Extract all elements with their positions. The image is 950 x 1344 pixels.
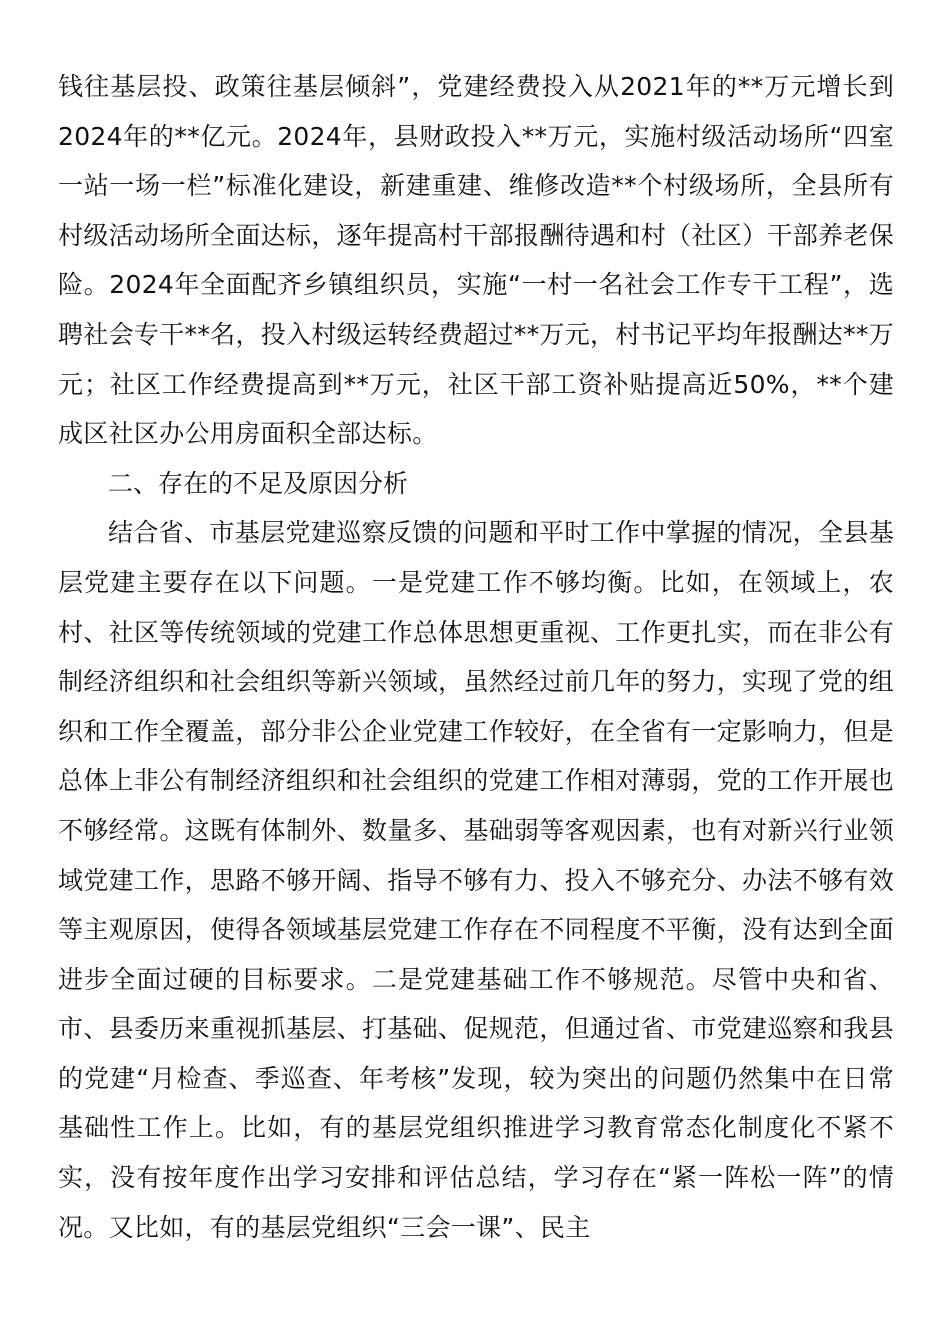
- section-heading-shortcomings: 二、存在的不足及原因分析: [108, 468, 409, 498]
- document-page: [58, 62, 894, 1252]
- paragraph-funding-investment: 钱往基层投、政策往基层倾斜”，党建经费投入从2021年的**万元增长到2024年的**亿元。2024年，县财政投入**万元，实施村级活动场所“四室一站一场一栏”标准化建设，新建重建、维修改造**个村级场所，全县所有村级活动场所全面达标，逐年提高村干部报酬待遇和村（社区）干部养老保险。2024年全面配齐乡镇组织员，实施“一村一名社会工作专干工程”，选聘社会专干**名，投入村级运转经费超过**万元，村书记平均年报酬达**万元；社区工作经费提高到**万元，社区干部工资补贴提高近50%，**个建成区社区办公用房面积全部达标。: [58, 72, 894, 449]
- paragraph-problems-analysis: 结合省、市基层党建巡察反馈的问题和平时工作中掌握的情况，全县基层党建主要存在以下问题。一是党建工作不够均衡。比如，在领域上，农村、社区等传统领域的党建工作总体思想更重视、工作更扎实，而在非公有制经济组织和社会组织等新兴领域，虽然经过前几年的努力，实现了党的组织和工作全覆盖，部分非公企业党建工作较好，在全省有一定影响力，但是总体上非公有制经济组织和社会组织的党建工作相对薄弱，党的工作开展也不够经常。这既有体制外、数量多、基础弱等客观因素，也有对新兴行业领域党建工作，思路不够开阔、指导不够有力、投入不够充分、办法不够有效等主观原因，使得各领域基层党建工作存在不同程度不平衡，没有达到全面进步全面过硬的目标要求。二是党建基础工作不够规范。尽管中央和省、市、县委历来重视抓基层、打基础、促规范，但通过省、市党建巡察和我县的党建“月检查、季巡查、年考核”发现，较为突出的问题仍然集中在日常基础性工作上。比如，有的基层党组织推进学习教育常态化制度化不紧不实，没有按年度作出学习安排和评估总结，学习存在“紧一阵松一阵”的情况。又比如，有的基层党组织“三会一课”、民主: [58, 518, 894, 1242]
